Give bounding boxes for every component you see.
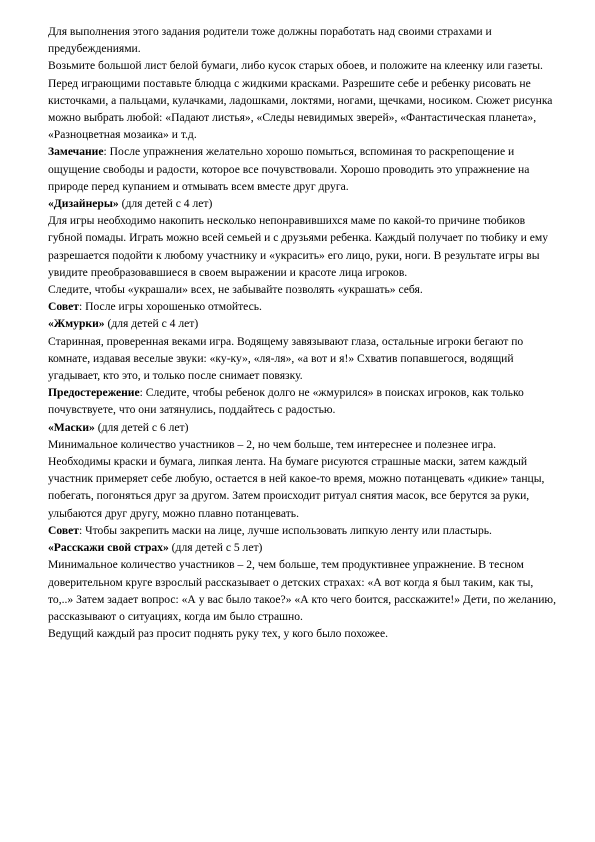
paragraph-text: : Следите, чтобы ребенок долго не «жмурился» в поисках игроков, как только почувствуете, что они затянулись, поддайтесь с радостью. — [48, 386, 524, 417]
paragraph-text: Старинная, проверенная веками игра. Водящему завязывают глаза, остальные игроки бегают по комнате, издавая веселые звуки: «ку-ку», «ля-ля», «а вот и я!» Схватив попавшегося, водящий угадывает, кто это, и только после снимает повязку. — [48, 334, 524, 383]
heading-tell-your-fear — [48, 539, 560, 556]
paragraph-remark — [48, 143, 560, 195]
paragraph-designers-note — [48, 281, 560, 298]
paragraph-text: Для игры необходимо накопить несколько непонравившихся маме по какой-то причине тюбиков губной помады. Играть можно всей семьей и с друзьями ребенка. Каждый получает по тюбику и ему разрешается подойти к любому участнику и «украсить» его лицо, руки, ноги. В результате игры вы увидите преобразовавшиеся в своем выражении и красоте лица игроков. — [48, 214, 548, 279]
advice-label: Совет — [48, 523, 79, 537]
paragraph-text: Следите, чтобы «украшали» всех, не забывайте позволять «украшать» себя. — [48, 283, 423, 297]
game-title: «Маски» — [48, 420, 95, 434]
game-title: «Дизайнеры» — [48, 197, 119, 211]
remark-label: Замечание — [48, 145, 104, 159]
paragraph-text: Для выполнения этого задания родители тоже должны поработать над своими страхами и предубеждениями. — [48, 25, 492, 56]
paragraph-text: : После упражнения желательно хорошо помыться, вспоминая то раскрепощение и ощущение свободы и радости, которое все почувствовали. Хорошо проводить это упражнение на природе перед купанием и отмывать всем вместе друг друга. — [48, 145, 530, 193]
paragraph-text: Ведущий каждый раз просит поднять руку тех, у кого было похожее. — [48, 627, 388, 641]
paragraph-instructions — [48, 57, 560, 143]
heading-masks — [48, 419, 560, 436]
age-note: (для детей с 4 лет) — [118, 197, 213, 211]
age-note: (для детей с 6 лет) — [94, 420, 189, 434]
paragraph-blind-mans-buff-description — [48, 333, 560, 385]
paragraph-text: Возьмите большой лист белой бумаги, либо кусок старых обоев, и положите на клеенку или газеты. Перед играющими поставьте блюдца с жидкими красками. Разрешите себе и ребенку рисовать не кисточками, а пальцами, кулачками, ладошками, локтями, ногами, щечками, носиком. Сюжет рисунка можно выбрать любой: «Падают листья», «Следы невидимых зверей», «Фантастическая планета», «Разноцветная мозаика» и т.д. — [48, 59, 553, 142]
paragraph-warning — [48, 384, 560, 418]
paragraph-text: : Чтобы закрепить маски на лице, лучше использовать липкую ленту или пластырь. — [78, 523, 492, 537]
paragraph-leader-note — [48, 625, 560, 642]
age-note: (для детей с 4 лет) — [104, 317, 199, 331]
warning-label: Предостережение — [48, 386, 140, 400]
game-title: «Расскажи свой страх» — [48, 541, 169, 555]
heading-designers — [48, 195, 560, 212]
paragraph-intro — [48, 23, 560, 57]
age-note: (для детей с 5 лет) — [168, 541, 263, 555]
heading-blind-mans-buff — [48, 315, 560, 332]
paragraph-tell-your-fear-description — [48, 556, 560, 625]
paragraph-text: : После игры хорошенько отмойтесь. — [78, 300, 262, 314]
paragraph-text: Минимальное количество участников – 2, чем больше, тем продуктивнее упражнение. В тесном доверительном круге взрослый рассказывает о детских страхах: «А вот когда я был таким, как ты, то,..» Затем задает вопрос: «А у вас было такое?» «А кто чего боится, расскажите!» Дети, по желанию, рассказывают о ситуациях, когда им было страшно. — [48, 558, 556, 623]
game-title: «Жмурки» — [48, 317, 105, 331]
paragraph-designers-description — [48, 212, 560, 281]
paragraph-advice-2 — [48, 522, 560, 539]
paragraph-text: Минимальное количество участников – 2, но чем больше, тем интереснее и полезнее игра. Необходимы краски и бумага, липкая лента. На бумаге рисуются страшные маски, затем каждый участник примеряет себе любую, остается в ней какое-то время, можно потанцевать «дикие» танцы, побегать, погоняться друг за другом. Затем происходит ритуал снятия масок, все берутся за руки, улыбаются друг другу, можно плавно потанцевать. — [48, 437, 545, 520]
paragraph-masks-description — [48, 436, 560, 522]
document-body — [48, 23, 560, 642]
paragraph-advice-1 — [48, 298, 560, 315]
advice-label: Совет — [48, 300, 79, 314]
